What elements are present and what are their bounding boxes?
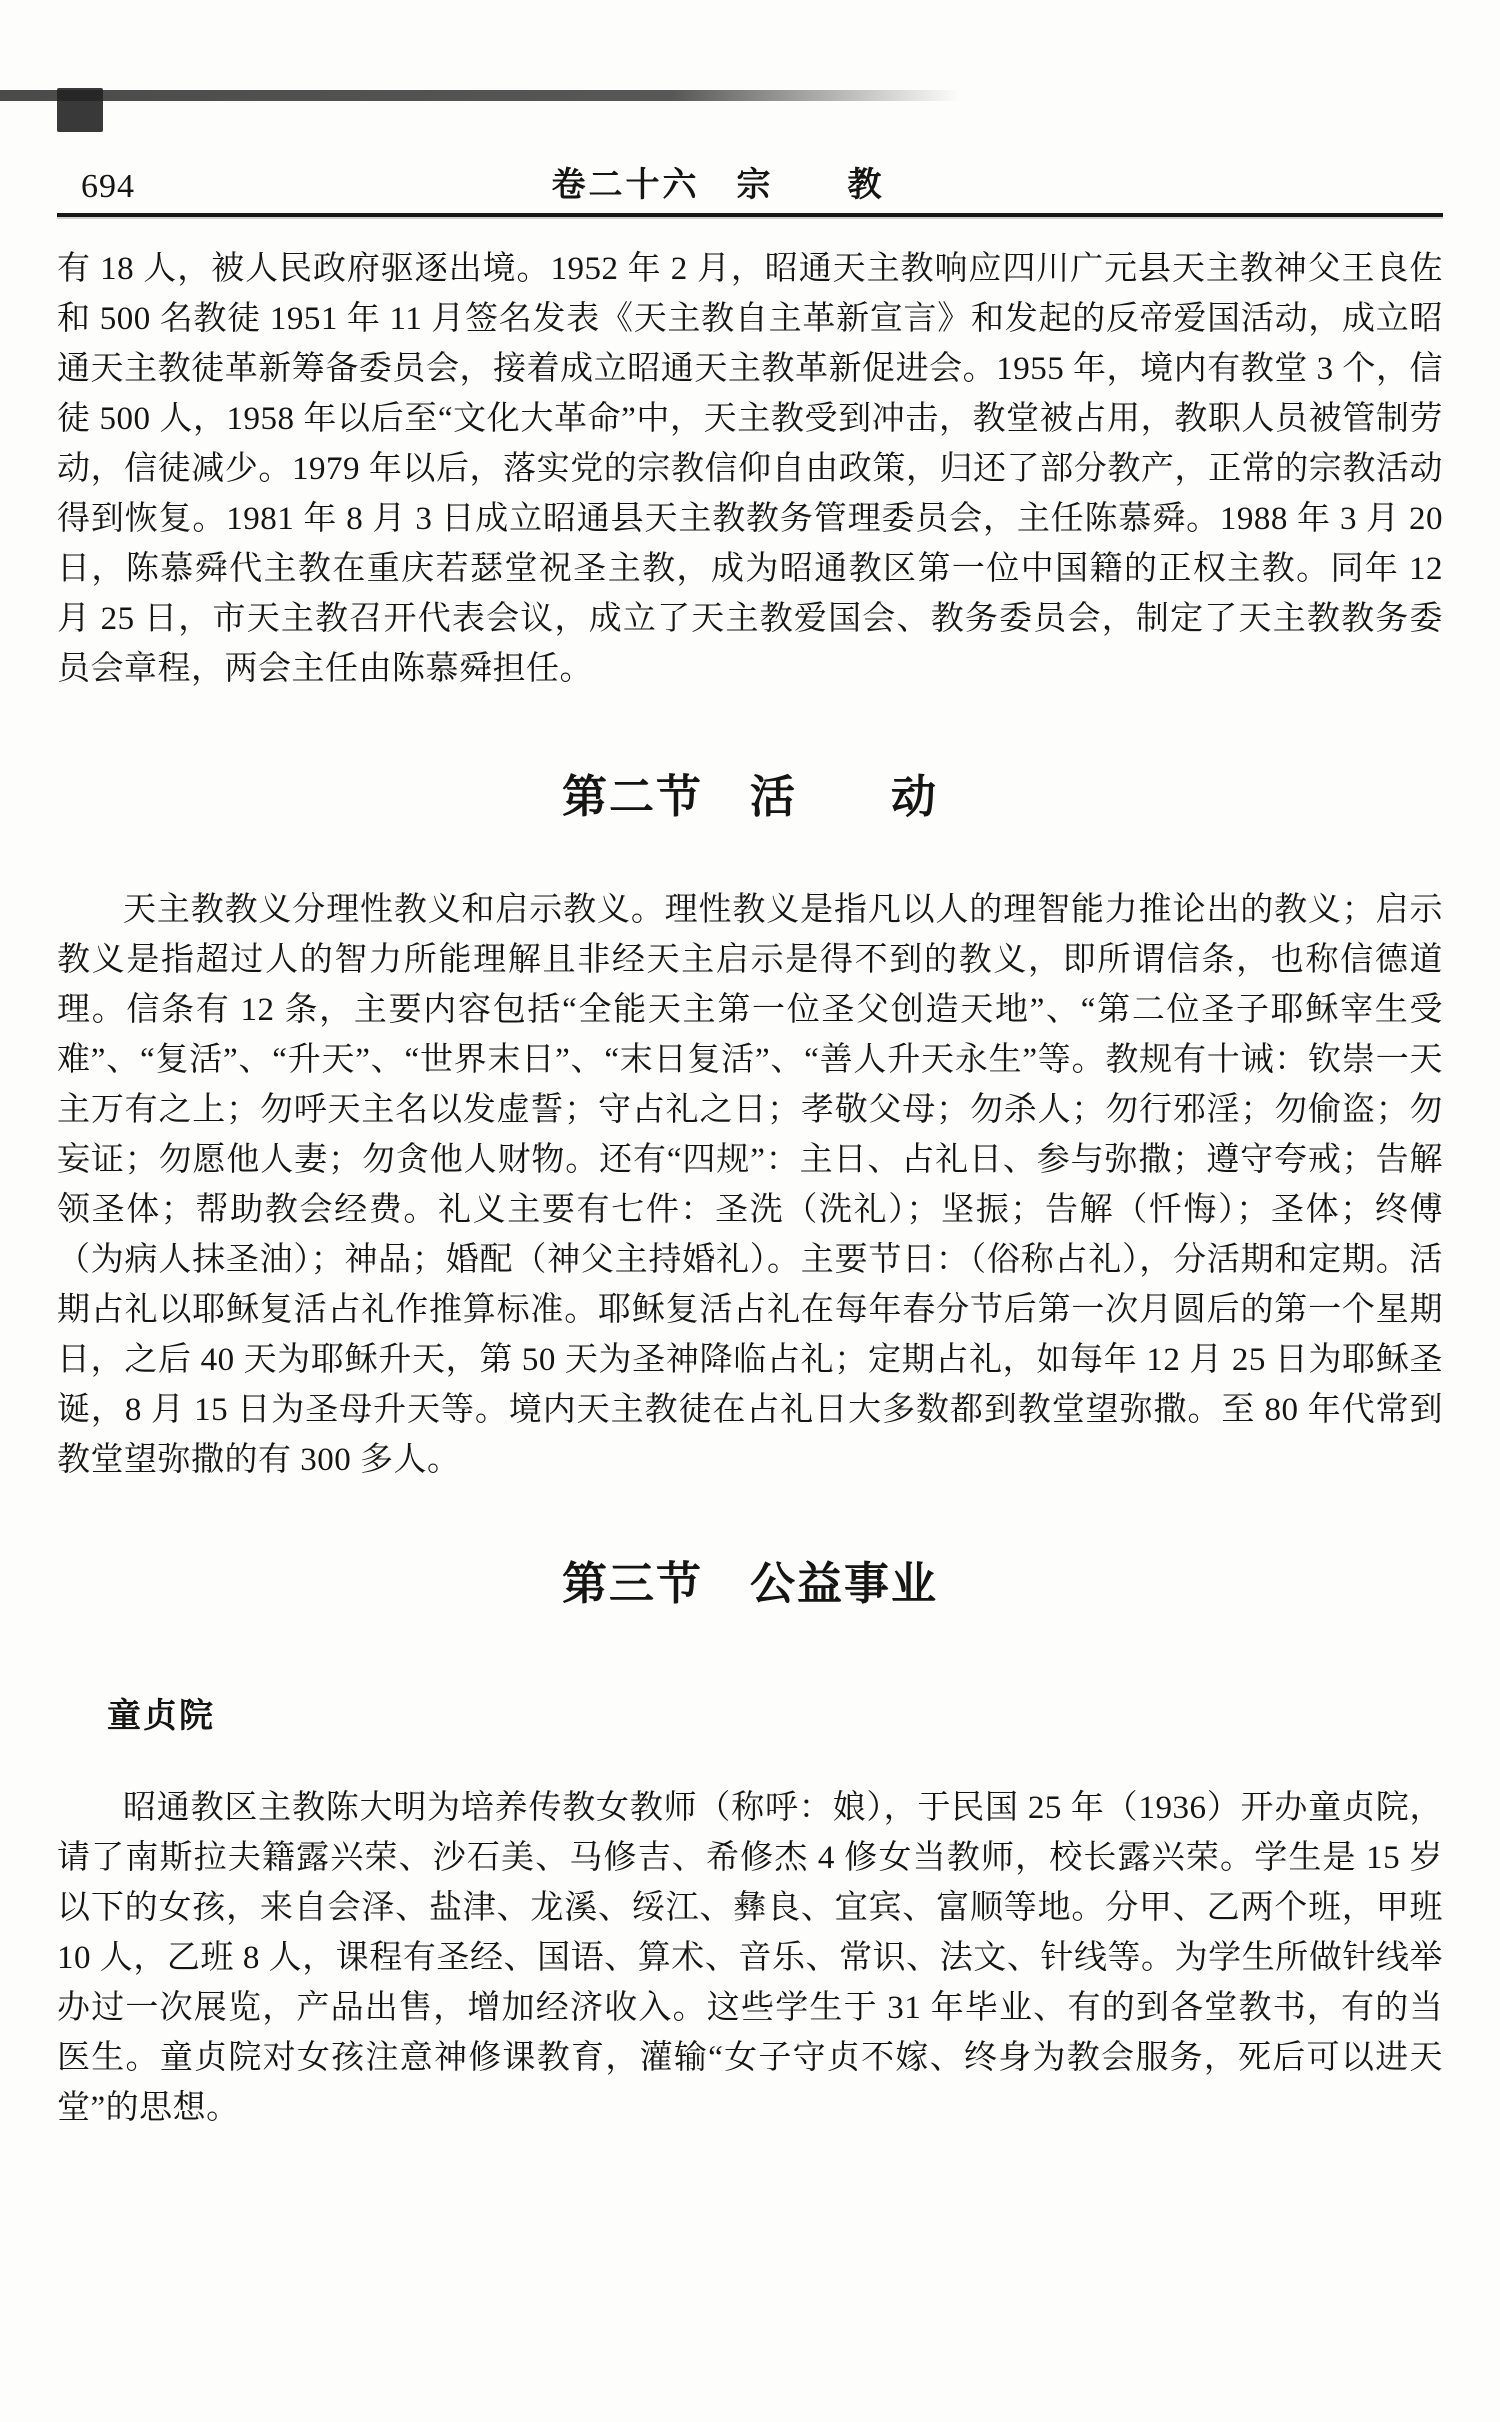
header-rule: [57, 213, 1443, 217]
section-2-heading: 第二节 活 动: [561, 772, 938, 822]
running-header-title: 卷二十六 宗 教: [551, 167, 885, 204]
section-3-subheading-convent: 童贞院: [107, 1698, 215, 1735]
paragraph-catholic-history-continuation: 有 18 人，被人民政府驱逐出境。1952 年 2 月，昭通天主教响应四川广元县天主教神父王良佐和 500 名教徒 1951 年 11 月签名发表《天主教自主革新宣言》和发起的反帝爱国活动，成立昭通天主教徒革新筹备委员会，接着成立昭通天主教革新促进会。1955 年，境内有教堂 3 个，信徒 500 人，1958 年以后至“文化大革命”中，天主教受到冲击，教堂被占用，教职人员被管制劳动，信徒减少。1979 年以后，落实党的宗教信仰自由政策，归还了部分教产，正常的宗教活动得到恢复。1981 年 8 月 3 日成立昭通县天主教教务管理委员会，主任陈慕舜。1988 年 3 月 20 日，陈慕舜代主教在重庆若瑟堂祝圣主教，成为昭通教区第一位中国籍的正权主教。同年 12 月 25 日，市天主教召开代表会议，成立了天主教爱国会、教务委员会，制定了天主教教务委员会章程，两会主任由陈慕舜担任。: [57, 251, 1444, 687]
section-3-heading: 第三节 公益事业: [561, 1559, 938, 1609]
paragraph-section-3-convent: 昭通教区主教陈大明为培养传教女教师（称呼：娘），于民国 25 年（1936）开办童贞院，请了南斯拉夫籍露兴荣、沙石美、马修吉、希修杰 4 修女当教师，校长露兴荣。学生是 15 岁以下的女孩，来自会泽、盐津、龙溪、绥江、彝良、宜宾、富顺等地。分甲、乙两个班，甲班 10 人，乙班 8 人，课程有圣经、国语、算术、音乐、常识、法文、针线等。为学生所做针线举办过一次展览，产品出售，增加经济收入。这些学生于 31 年毕业、有的到各堂教书，有的当医生。童贞院对女孩注意神修课教育，灌输“女子守贞不嫁、终身为教会服务，死后可以进天堂”的思想。: [57, 1790, 1443, 2126]
page-number: 694: [81, 168, 135, 205]
page-header: [57, 0, 1443, 206]
paragraph-section-2-activities: 天主教教义分理性教义和启示教义。理性教义是指凡以人的理智能力推论出的教义；启示教义是指超过人的智力所能理解且非经天主启示是得不到的教义，即所谓信条，也称信德道理。信条有 12 条，主要内容包括“全能天主第一位圣父创造天地”、“第二位圣子耶稣宰生受难”、“复活”、“升天”、“世界末日”、“末日复活”、“善人升天永生”等。教规有十诫：钦崇一天主万有之上；勿呼天主名以发虚誓；守占礼之日；孝敬父母；勿杀人；勿行邪淫；勿偷盗；勿妄证；勿愿他人妻；勿贪他人财物。还有“四规”：主日、占礼日、参与弥撒；遵守夸戒；告解领圣体；帮助教会经费。礼义主要有七件：圣洗（洗礼）；坚振；告解（忏悔）；圣体；终傅（为病人抹圣油）；神品；婚配（神父主持婚礼）。主要节日：（俗称占礼），分活期和定期。活期占礼以耶稣复活占礼作推算标准。耶稣复活占礼在每年春分节后第一次月圆后的第一个星期日，之后 40 天为耶稣升天，第 50 天为圣神降临占礼；定期占礼，如每年 12 月 25 日为耶稣圣诞，8 月 15 日为圣母升天等。境内天主教徒在占礼日大多数都到教堂望弥撒。至 80 年代常到教堂望弥撒的有 300 多人。: [57, 892, 1443, 1478]
